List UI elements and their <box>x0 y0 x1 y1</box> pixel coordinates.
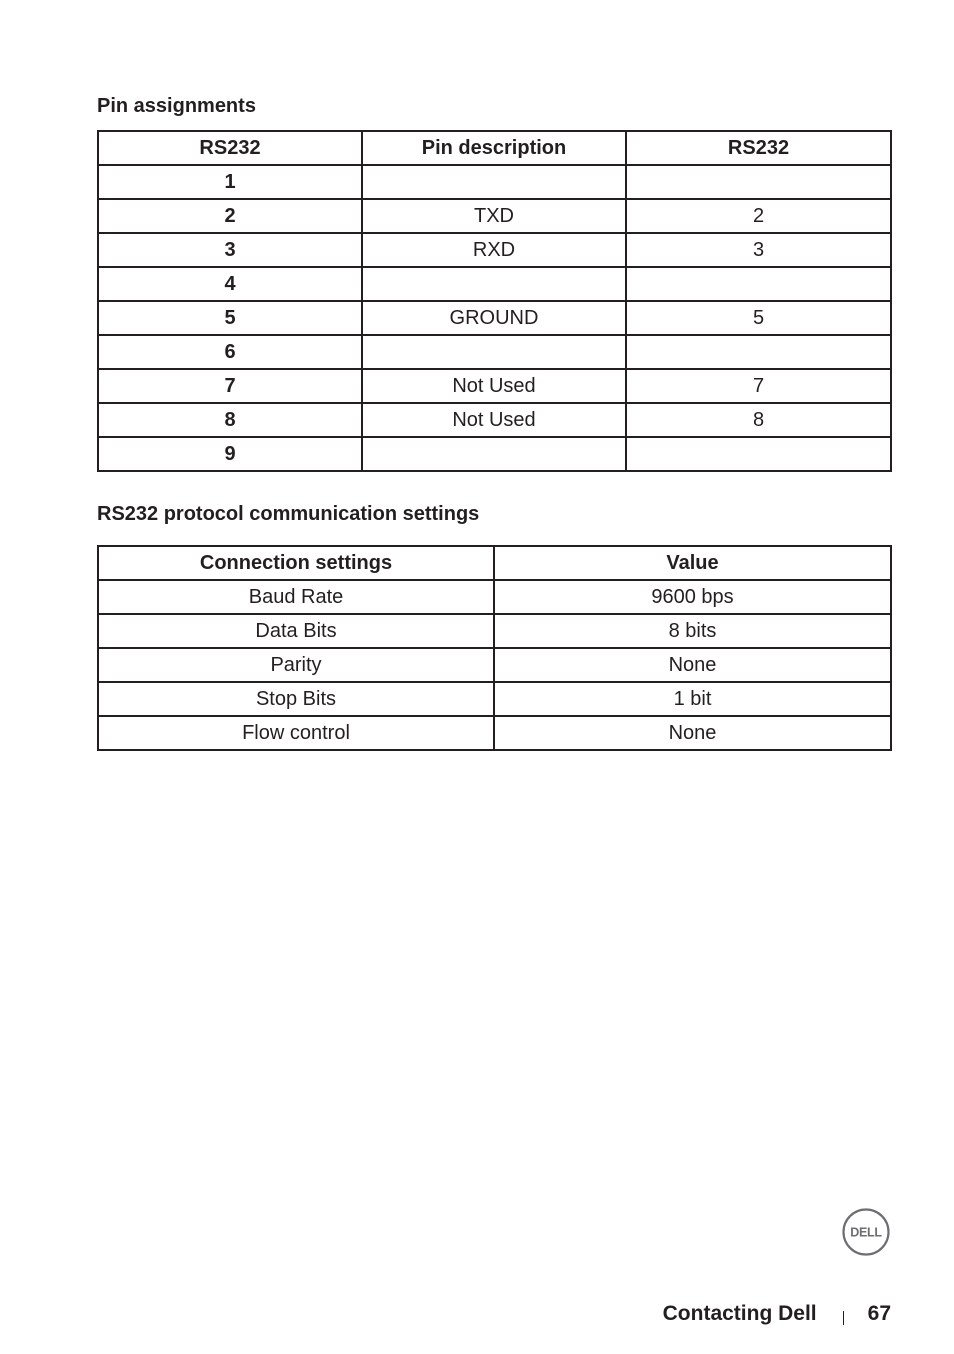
pin-number: 9 <box>98 437 362 471</box>
pin-number: 3 <box>98 233 362 267</box>
table-row <box>98 369 891 403</box>
dell-logo-icon <box>842 1208 890 1256</box>
pin-description <box>362 267 626 301</box>
setting-value: 1 bit <box>494 682 891 716</box>
table-row <box>98 682 891 716</box>
pin-number: 5 <box>98 301 362 335</box>
table-row <box>98 403 891 437</box>
footer-section-title: Contacting Dell <box>662 1302 817 1325</box>
pin-rs232 <box>626 437 891 471</box>
pin-rs232 <box>626 335 891 369</box>
pin-description <box>362 165 626 199</box>
pin-rs232: 7 <box>626 369 891 403</box>
pin-description: Not Used <box>362 403 626 437</box>
pin-number: 2 <box>98 199 362 233</box>
setting-value: 8 bits <box>494 614 891 648</box>
rs232-settings-heading: RS232 protocol communication settings <box>97 503 480 525</box>
table-row <box>98 267 891 301</box>
rs232-settings-table <box>97 545 892 751</box>
table-row <box>98 233 891 267</box>
pin-number: 7 <box>98 369 362 403</box>
table-row <box>98 437 891 471</box>
table-row <box>98 165 891 199</box>
pin-rs232: 2 <box>626 199 891 233</box>
pin-rs232: 8 <box>626 403 891 437</box>
pin-description: Not Used <box>362 369 626 403</box>
pin-assignments-table <box>97 130 892 472</box>
column-header-connection-settings: Connection settings <box>98 546 494 580</box>
table-header-row <box>98 131 891 165</box>
column-header-rs232-right: RS232 <box>626 131 891 165</box>
table-row <box>98 614 891 648</box>
column-header-pin-description: Pin description <box>362 131 626 165</box>
pin-number: 8 <box>98 403 362 437</box>
pin-number: 6 <box>98 335 362 369</box>
setting-name: Flow control <box>98 716 494 750</box>
pin-rs232 <box>626 267 891 301</box>
page-footer <box>663 1300 891 1328</box>
setting-name: Stop Bits <box>98 682 494 716</box>
table-row <box>98 335 891 369</box>
pin-description: RXD <box>362 233 626 267</box>
table-row <box>98 301 891 335</box>
pin-number: 1 <box>98 165 362 199</box>
dell-logo-text: DELL <box>850 1225 882 1240</box>
pin-rs232: 5 <box>626 301 891 335</box>
setting-value: 9600 bps <box>494 580 891 614</box>
setting-name: Data Bits <box>98 614 494 648</box>
table-row <box>98 648 891 682</box>
table-row <box>98 580 891 614</box>
pin-rs232: 3 <box>626 233 891 267</box>
pin-description <box>362 335 626 369</box>
table-row <box>98 199 891 233</box>
page-number: 67 <box>867 1302 891 1325</box>
table-row <box>98 716 891 750</box>
pin-description: GROUND <box>362 301 626 335</box>
setting-name: Baud Rate <box>98 580 494 614</box>
pin-description <box>362 437 626 471</box>
pin-assignments-heading: Pin assignments <box>97 95 256 117</box>
setting-value: None <box>494 648 891 682</box>
setting-value: None <box>494 716 891 750</box>
setting-name: Parity <box>98 648 494 682</box>
column-header-rs232-left: RS232 <box>98 131 362 165</box>
column-header-value: Value <box>494 546 891 580</box>
table-header-row <box>98 546 891 580</box>
footer-divider <box>843 1311 844 1325</box>
pin-rs232 <box>626 165 891 199</box>
pin-number: 4 <box>98 267 362 301</box>
pin-description: TXD <box>362 199 626 233</box>
